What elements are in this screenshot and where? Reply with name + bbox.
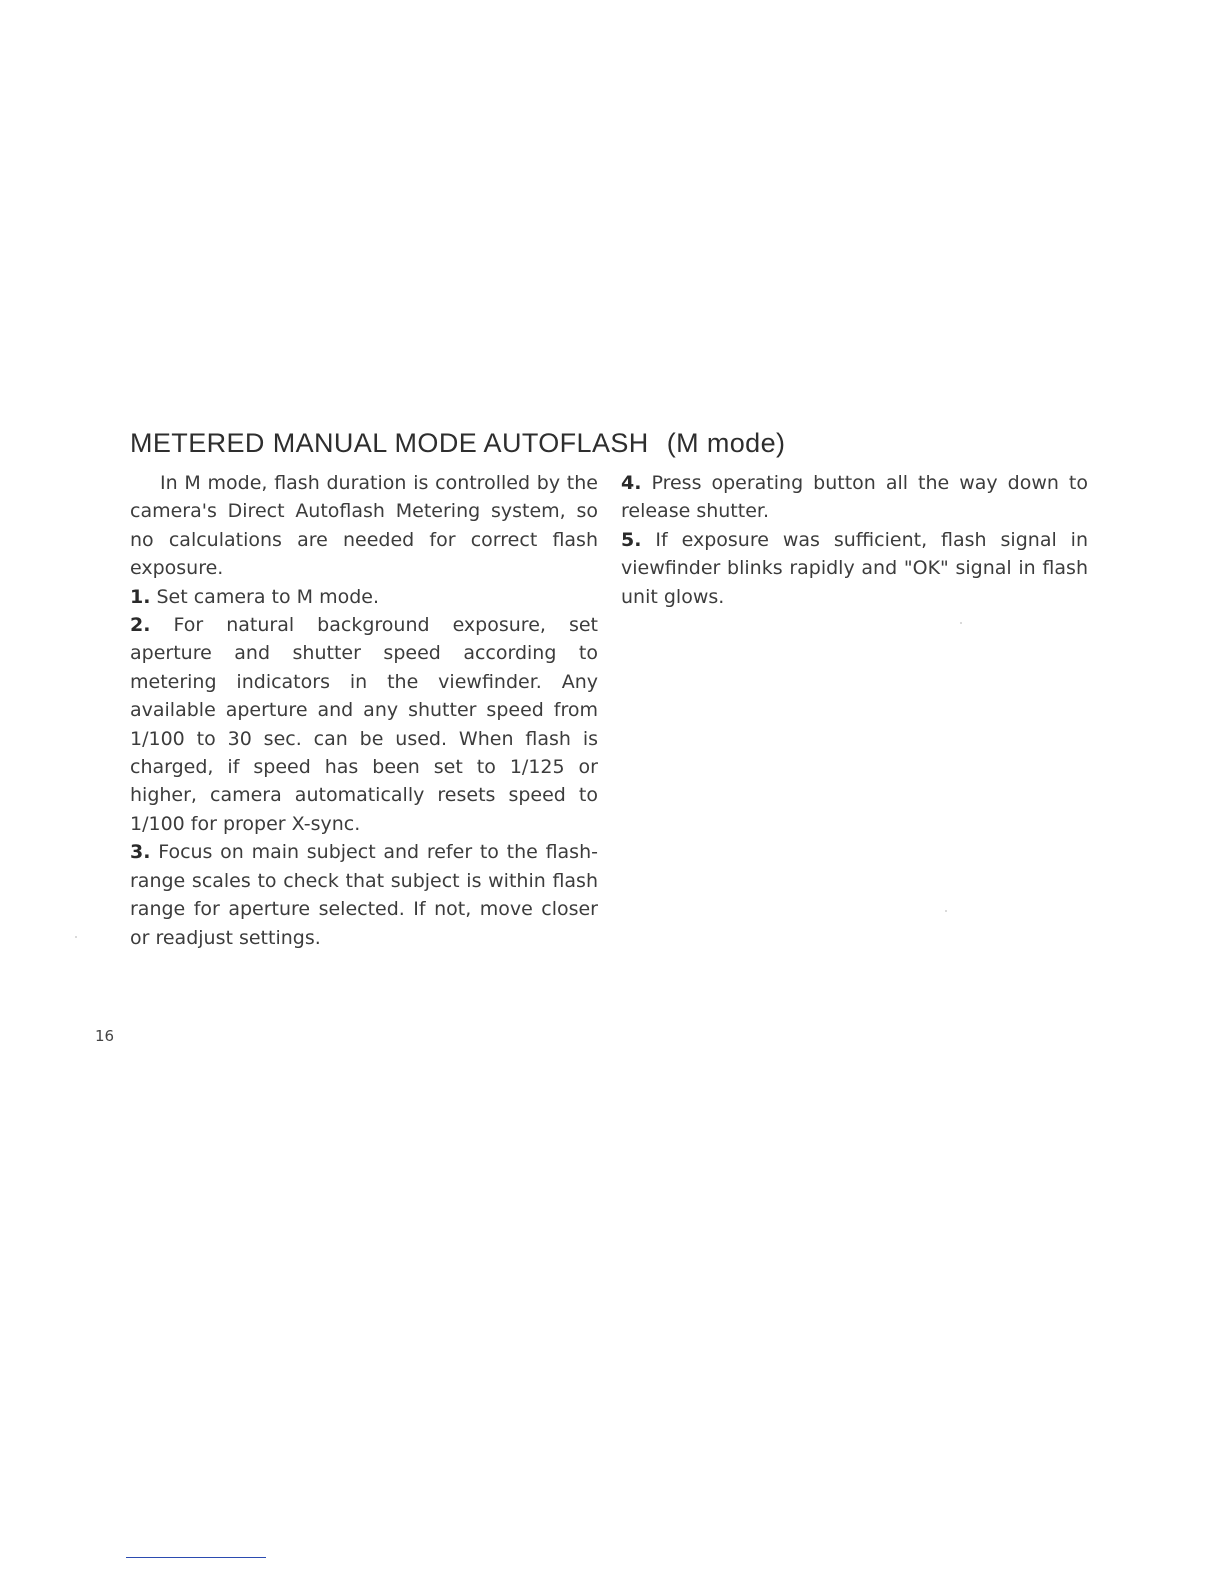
step-number: 3. [130,841,151,864]
step-text: Press operating button all the way down to release shutter. [621,472,1088,523]
scan-speck [945,910,947,912]
step-text: If exposure was sufficient, flash signal in viewfinder blinks rapidly and "OK" signal in flash unit glows. [621,528,1088,608]
left-column [130,469,598,952]
step-number: 2. [130,614,151,637]
section-subtitle: (M mode) [666,428,786,458]
intro-paragraph: In M mode, flash duration is controlled by the camera's Direct Autoflash Metering system, so no calculations are needed for correct flash exposure. [130,472,598,580]
step-2 [130,611,598,838]
scan-speck [75,936,77,938]
step-number: 5. [621,528,642,551]
step-5 [621,526,1088,611]
step-number: 1. [130,585,151,608]
section-title: METERED MANUAL MODE AUTOFLASH [130,428,649,458]
step-1 [130,583,598,611]
step-text: For natural background exposure, set aperture and shutter speed according to metering indicators in the viewfinder. Any available aperture and any shutter speed from 1/100 to 30 sec. can be used. When flash is charged, if speed has been set to 1/125 or higher, camera automatically resets speed to 1/100 for proper X-sync. [130,614,598,835]
step-3 [130,838,598,952]
section-heading [130,428,785,459]
step-text: Focus on main subject and refer to the flash-range scales to check that subject is within flash range for aperture selected. If not, move closer or readjust settings. [130,841,598,949]
scan-speck [960,622,962,624]
page-number: 16 [95,1027,115,1045]
bottom-rule-line [126,1557,266,1558]
step-text: Set camera to M mode. [156,585,379,608]
right-column [621,469,1088,611]
step-4 [621,469,1088,526]
step-number: 4. [621,472,642,494]
